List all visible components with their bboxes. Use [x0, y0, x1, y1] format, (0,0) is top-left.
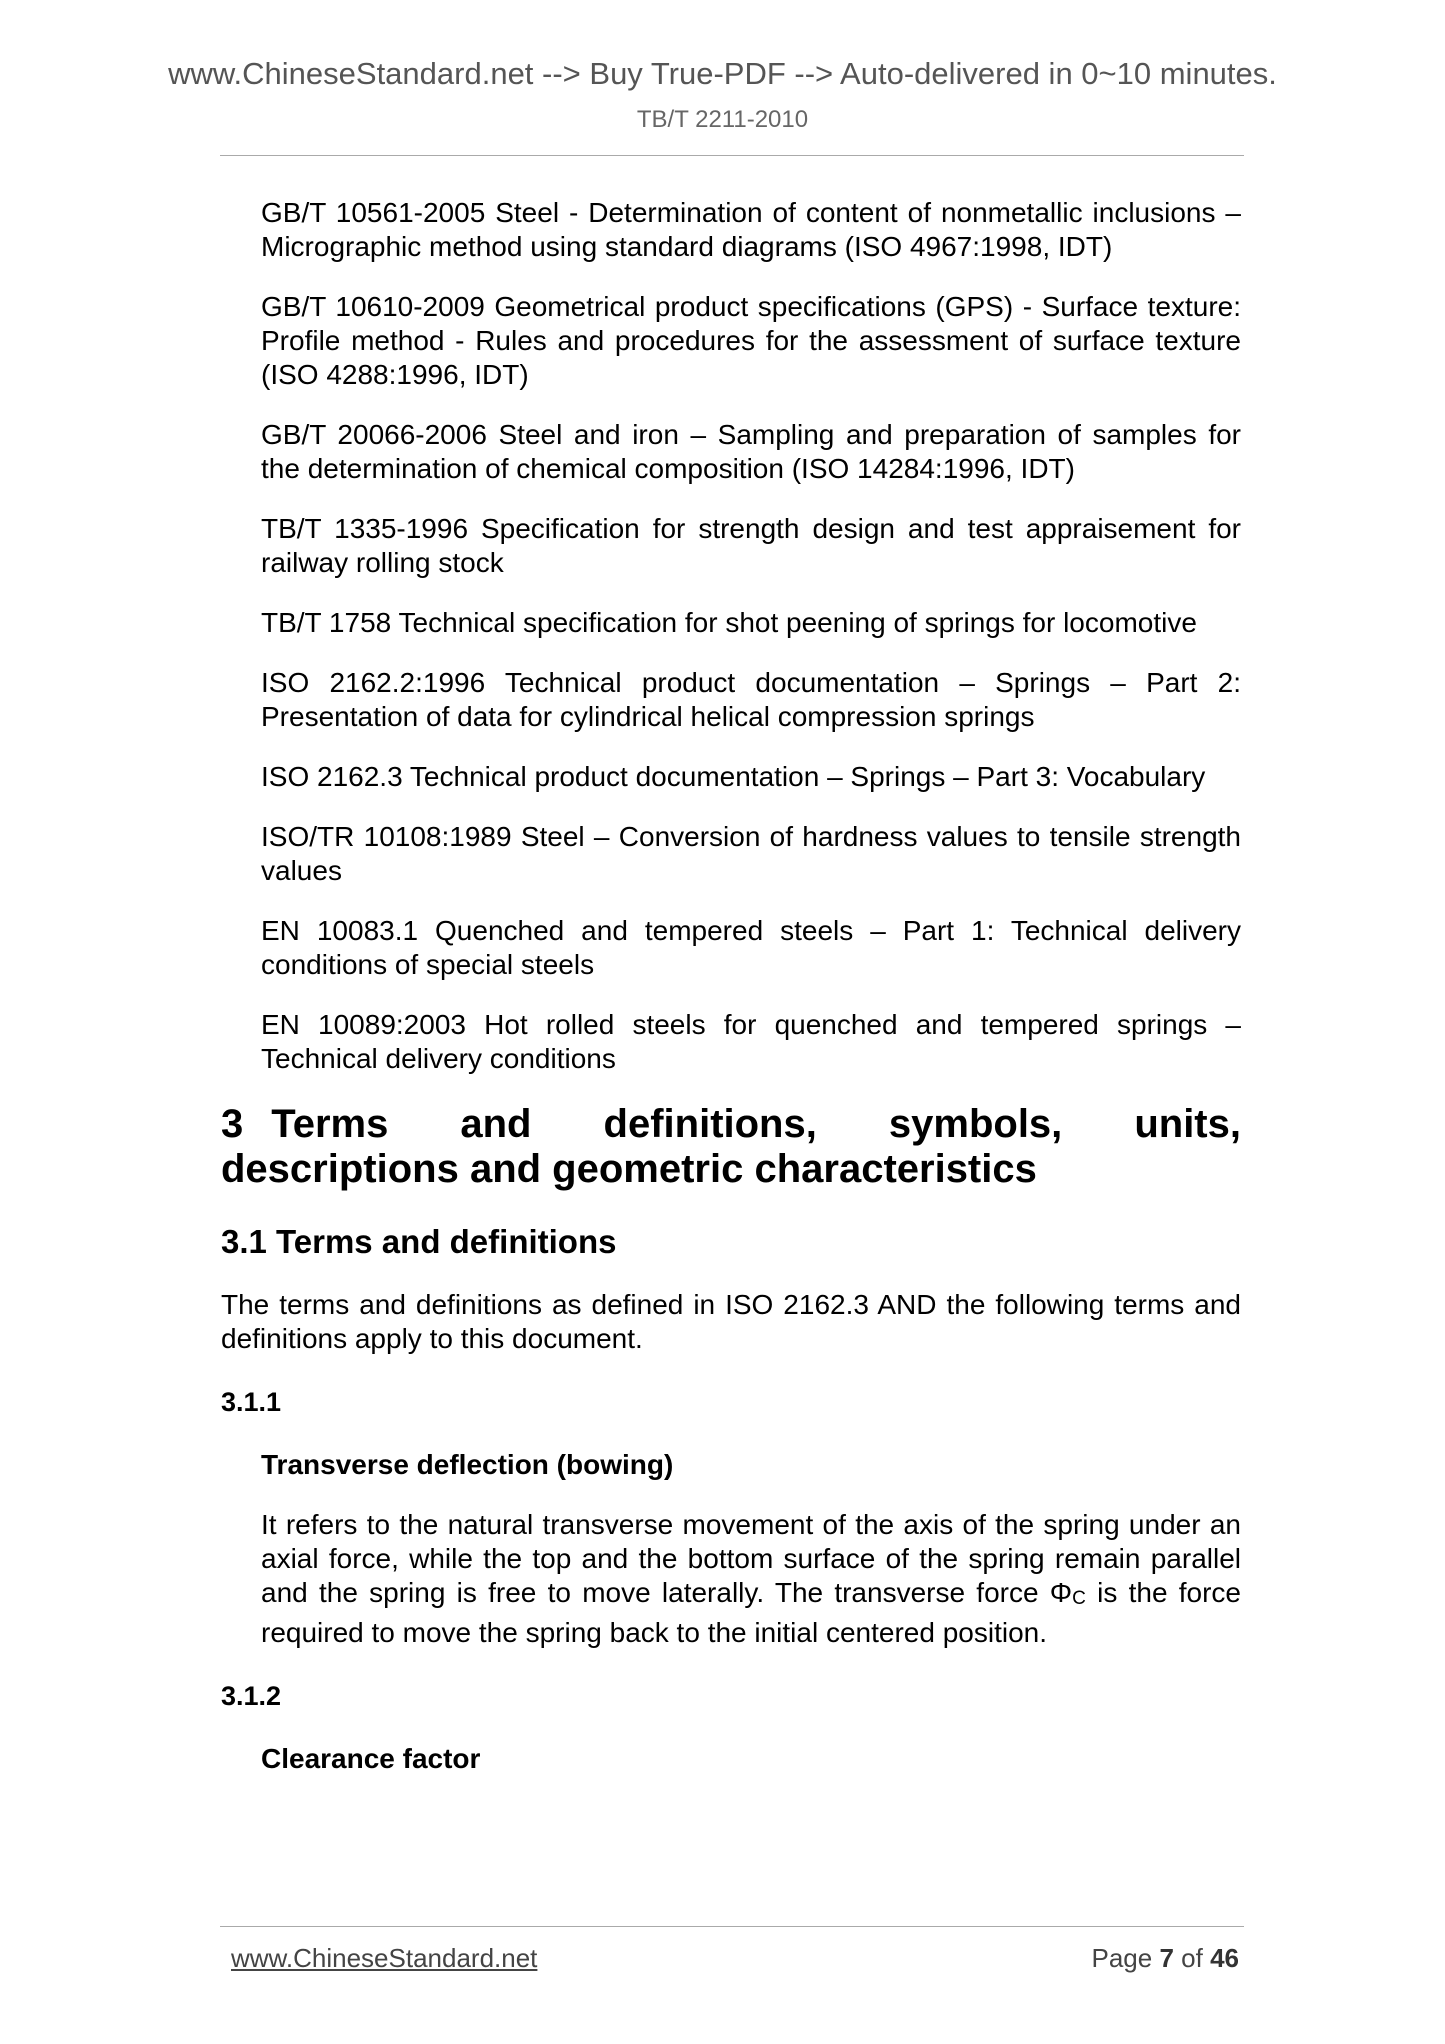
reference-gbt-20066: GB/T 20066-2006 Steel and iron – Sampling and preparation of samples for the determination of chemical composition (ISO 14284:1996, IDT): [261, 419, 1241, 484]
section-3-1-intro: The terms and definitions as defined in ISO 2162.3 AND the following terms and definitions apply to this document.: [221, 1289, 1241, 1354]
reference-iso-tr-10108: ISO/TR 10108:1989 Steel – Conversion of hardness values to tensile strength values: [261, 821, 1241, 886]
definition-text-part-2: is the force required to move the spring back to the initial centered position.: [261, 1577, 1242, 1648]
page-content: [221, 196, 1241, 1776]
footer-site-link[interactable]: www.ChineseStandard.net: [231, 1943, 538, 1973]
section-3-heading: [221, 1102, 1241, 1192]
reference-tbt-1758: TB/T 1758 Technical specification for shot peening of springs for locomotive: [261, 607, 1197, 638]
page-label: Page: [1091, 1943, 1153, 1973]
section-3-number: 3: [221, 1102, 244, 1146]
reference-gbt-10610: GB/T 10610-2009 Geometrical product specifications (GPS) - Surface texture: Profile method - Rules and procedures for the assessment of surface texture (ISO 4288:1996, IDT): [261, 291, 1241, 390]
header-divider: [220, 155, 1244, 156]
header-banner: www.ChineseStandard.net --> Buy True-PDF --> Auto-delivered in 0~10 minutes.: [168, 56, 1277, 91]
clause-3-1-2-term: Clearance factor: [261, 1743, 481, 1774]
clause-3-1-1-number: 3.1.1: [221, 1387, 282, 1417]
clause-3-1-2-number: 3.1.2: [221, 1681, 282, 1711]
footer-divider: [220, 1926, 1244, 1927]
reference-en-10089: EN 10089:2003 Hot rolled steels for quenched and tempered springs – Technical delivery conditions: [261, 1009, 1241, 1074]
definition-symbol-subscript: C: [1072, 1588, 1086, 1609]
reference-iso-2162-2: ISO 2162.2:1996 Technical product documentation – Springs – Part 2: Presentation of data for cylindrical helical compression springs: [261, 667, 1241, 732]
page-number: [1091, 1945, 1239, 1971]
page-of: of: [1181, 1943, 1203, 1973]
header-document-id: TB/T 2211-2010: [636, 106, 809, 133]
definition-text-part-1: It refers to the natural transverse movement of the axis of the spring under an axial force, while the top and the bottom surface of the spring remain parallel and the spring is free to move laterally. The transverse force Φ: [261, 1509, 1241, 1608]
page-current: 7: [1159, 1943, 1174, 1973]
clause-3-1-1-term: Transverse deflection (bowing): [261, 1449, 674, 1480]
reference-iso-2162-3: ISO 2162.3 Technical product documentation – Springs – Part 3: Vocabulary: [261, 761, 1206, 792]
clause-3-1-1-definition: [261, 1508, 1241, 1650]
reference-gbt-10561: GB/T 10561-2005 Steel - Determination of content of nonmetallic inclusions – Micrographic method using standard diagrams (ISO 4967:1998, IDT): [261, 197, 1241, 262]
page-total: 46: [1210, 1943, 1239, 1973]
section-3-1-heading: 3.1 Terms and definitions: [221, 1223, 617, 1260]
section-3-title: Terms and definitions, symbols, units, descriptions and geometric characteristics: [221, 1102, 1241, 1191]
reference-tbt-1335: TB/T 1335-1996 Specification for strength design and test appraisement for railway rolling stock: [261, 513, 1241, 578]
reference-en-10083-1: EN 10083.1 Quenched and tempered steels – Part 1: Technical delivery conditions of special steels: [261, 915, 1241, 980]
